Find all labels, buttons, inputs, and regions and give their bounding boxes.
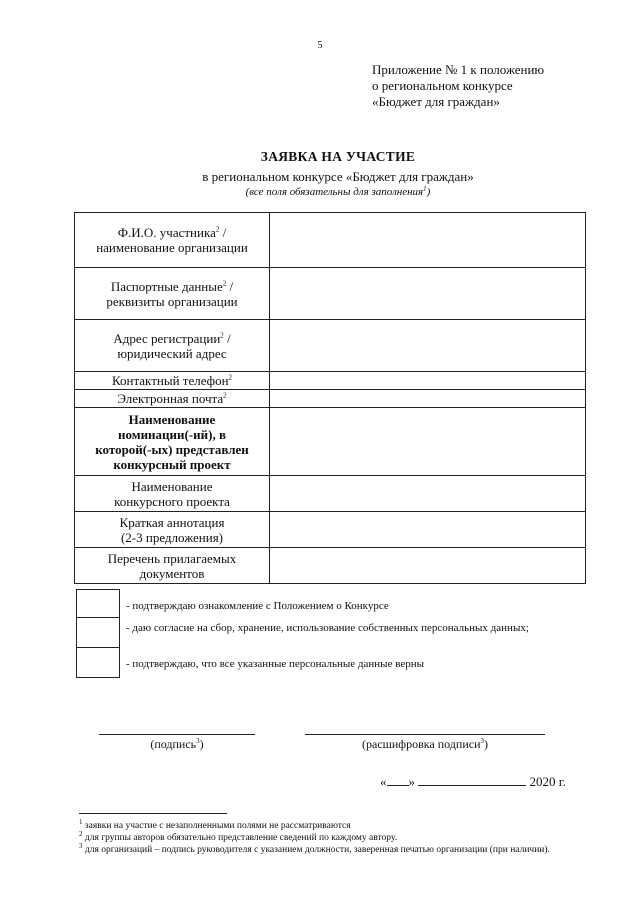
field-email[interactable] (270, 390, 586, 408)
date-day-field[interactable] (387, 773, 409, 786)
checkbox-data-consent[interactable] (76, 617, 120, 648)
required-fields-note (0, 186, 640, 198)
label-annotation: Краткая аннотация (2-3 предложения) (75, 512, 270, 548)
form-subtitle: в региональном конкурсе «Бюджет для граждан» (202, 169, 474, 184)
field-address[interactable] (270, 320, 586, 372)
label-phone: Контактный телефон$^2$ (75, 372, 270, 390)
form-row-annotation (75, 512, 586, 548)
footnotes (79, 817, 601, 856)
label-documents: Перечень прилагаемых документов (75, 548, 270, 584)
form-row-project-name (75, 476, 586, 512)
field-phone[interactable] (270, 372, 586, 390)
date-close-quote: » (408, 774, 415, 789)
form-title: ЗАЯВКА НА УЧАСТИЕ (260, 149, 416, 164)
label-email: Электронная почта$^2$ (75, 390, 270, 408)
field-documents[interactable] (270, 548, 586, 584)
footnote-1: $^1$ заявки на участие с незаполненными полями не рассматриваются (79, 817, 351, 831)
form-row-phone (75, 372, 586, 390)
signature-label: (подпись$^3$) (150, 737, 204, 751)
label-project-name: Наименование конкурсного проекта (75, 476, 270, 512)
form-row-name (75, 213, 586, 268)
checkbox-familiarization-label: - подтверждаю ознакомление с Положением о Конкурсе (126, 600, 389, 612)
signature-line[interactable] (99, 734, 255, 735)
application-form-table (74, 212, 586, 584)
field-participant-name[interactable] (270, 213, 586, 268)
field-project-name[interactable] (270, 476, 586, 512)
form-row-passport (75, 268, 586, 320)
checkbox-familiarization[interactable] (76, 589, 120, 618)
date-line (380, 773, 566, 790)
appendix-line-3: «Бюджет для граждан» (372, 94, 500, 109)
checkbox-data-confirmation-label: - подтверждаю, что все указанные персональные данные верны (126, 658, 424, 670)
field-nomination[interactable] (270, 408, 586, 476)
form-row-address (75, 320, 586, 372)
field-passport[interactable] (270, 268, 586, 320)
date-open-quote: « (380, 774, 387, 789)
signature-decryption-line[interactable] (305, 734, 545, 735)
date-month-field[interactable] (418, 773, 526, 786)
field-annotation[interactable] (270, 512, 586, 548)
page-number: 5 (317, 40, 323, 51)
note-footnote-ref: 1 (423, 184, 427, 193)
label-passport: Паспортные данные$^2$ / реквизиты организации (75, 268, 270, 320)
appendix-heading (372, 62, 544, 110)
label-address: Адрес регистрации$^2$ / юридический адрес (75, 320, 270, 372)
appendix-line-2: о региональном конкурсе (372, 78, 513, 93)
label-participant-name: Ф.И.О. участника$^2$ / наименование организации (75, 213, 270, 268)
note-close: ) (426, 186, 431, 198)
label-nomination: Наименование номинации(-ий), в которой(-ых) представлен конкурсный проект (75, 408, 270, 476)
form-row-nomination (75, 408, 586, 476)
note-text: (все поля обязательны для заполнения (245, 186, 424, 198)
footnote-3: $^3$ для организаций – подпись руководителя с указанием должности, заверенная печатью организации (при наличии). (79, 841, 550, 855)
signature-decryption-label: (расшифровка подписи$^3$) (362, 737, 488, 751)
checkbox-data-confirmation[interactable] (76, 647, 120, 678)
footnote-2: $^2$ для группы авторов обязательно представление сведений по каждому автору. (79, 829, 398, 843)
form-row-documents (75, 548, 586, 584)
date-year: 2020 г. (529, 774, 566, 789)
form-row-email (75, 390, 586, 408)
appendix-line-1: Приложение № 1 к положению (372, 62, 545, 77)
checkbox-data-consent-label: - даю согласие на сбор, хранение, использование собственных персональных данных; (126, 622, 529, 634)
footnote-divider (79, 813, 227, 814)
